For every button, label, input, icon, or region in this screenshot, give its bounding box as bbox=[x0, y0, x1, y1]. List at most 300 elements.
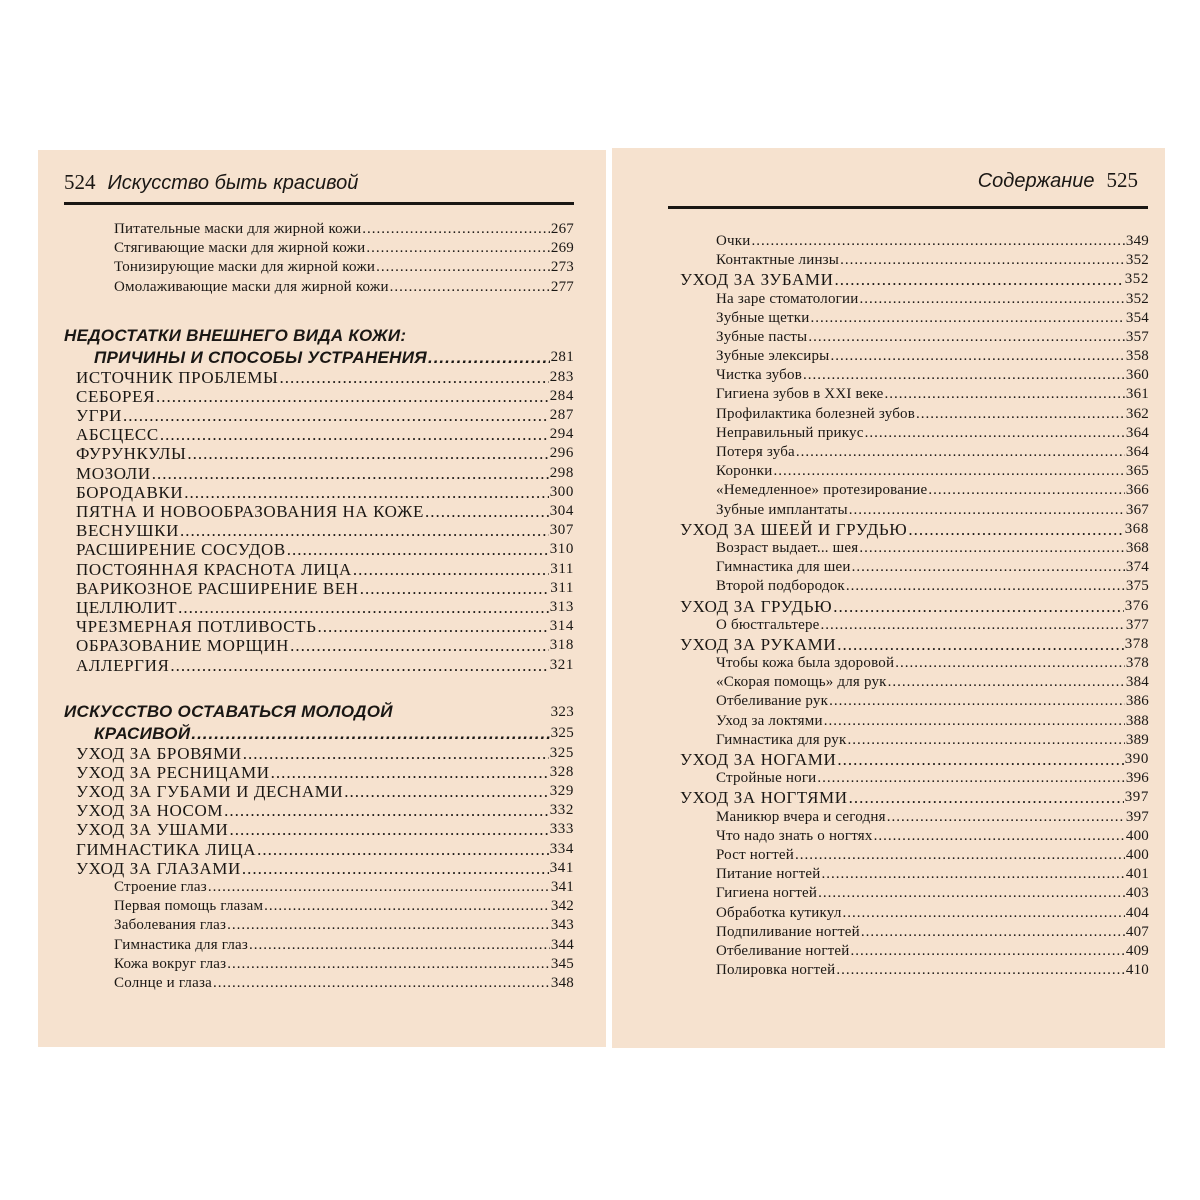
page-ref: 389 bbox=[1125, 731, 1149, 748]
toc-chapter-entry[interactable] bbox=[64, 387, 574, 406]
toc-subentry[interactable] bbox=[676, 827, 1149, 846]
page-ref: 343 bbox=[550, 917, 574, 934]
entry-title: Что надо знать о ногтях bbox=[716, 827, 873, 844]
page-ref: 357 bbox=[1125, 328, 1149, 345]
entry-title: Зубные элексиры bbox=[716, 348, 830, 365]
toc-subentry[interactable] bbox=[676, 673, 1149, 692]
toc-subentry[interactable] bbox=[64, 974, 574, 993]
page-ref: 283 bbox=[549, 368, 574, 385]
page-ref: 344 bbox=[550, 936, 574, 953]
page-ref: 342 bbox=[550, 898, 574, 915]
entry-title: Подпиливание ногтей bbox=[716, 923, 860, 940]
leader-dots bbox=[170, 656, 548, 675]
leader-dots bbox=[264, 897, 550, 916]
toc-subentry[interactable] bbox=[676, 712, 1149, 731]
entry-title: Отбеливание рук bbox=[716, 693, 829, 710]
leader-dots bbox=[208, 878, 550, 897]
leader-dots bbox=[888, 673, 1125, 692]
toc-chapter-entry[interactable] bbox=[64, 859, 574, 878]
entry-title: Тонизирующие маски для жирной кожи bbox=[114, 259, 376, 276]
toc-chapter-entry[interactable] bbox=[64, 840, 574, 859]
page-ref: 311 bbox=[550, 579, 574, 596]
toc-chapter-entry[interactable] bbox=[64, 560, 574, 579]
section-heading-text: КРАСИВОЙ bbox=[94, 723, 191, 743]
leader-dots bbox=[861, 923, 1125, 942]
toc-subentry[interactable] bbox=[676, 251, 1149, 270]
entry-title: Строение глаз bbox=[114, 879, 207, 896]
entry-title: АБСЦЕСС bbox=[76, 425, 159, 445]
toc-chapter-entry[interactable] bbox=[64, 425, 574, 444]
toc-chapter-entry[interactable] bbox=[64, 579, 574, 598]
leader-dots bbox=[808, 328, 1125, 347]
entry-title: ЧРЕЗМЕРНАЯ ПОТЛИВОСТЬ bbox=[76, 617, 317, 637]
toc-chapter-entry[interactable] bbox=[676, 597, 1149, 616]
leader-dots bbox=[366, 239, 550, 258]
entry-title: Омолаживающие маски для жирной кожи bbox=[114, 278, 389, 295]
page-ref: 341 bbox=[549, 859, 574, 876]
toc-subentry[interactable] bbox=[676, 443, 1149, 462]
entry-title: Гимнастика для глаз bbox=[114, 936, 249, 953]
leader-dots bbox=[835, 270, 1124, 289]
entry-title: «Немедленное» протезирование bbox=[716, 482, 928, 499]
leader-dots bbox=[249, 936, 550, 955]
entry-title: Стягивающие маски для жирной кожи bbox=[114, 240, 366, 257]
page-ref: 349 bbox=[1125, 232, 1149, 249]
toc-subentry[interactable] bbox=[676, 558, 1149, 577]
right-page-header bbox=[978, 168, 1138, 193]
section-heading-skin-line2[interactable] bbox=[64, 347, 574, 368]
leader-dots bbox=[908, 520, 1123, 539]
leader-dots bbox=[928, 481, 1124, 500]
toc-subentry[interactable] bbox=[676, 481, 1149, 500]
entry-title: ФУРУНКУЛЫ bbox=[76, 444, 187, 464]
leader-dots bbox=[362, 220, 550, 239]
entry-title: Чистка зубов bbox=[716, 367, 802, 384]
leader-dots bbox=[885, 386, 1125, 405]
page-ref: 300 bbox=[549, 483, 574, 500]
leader-dots bbox=[242, 859, 549, 878]
toc-chapter-entry[interactable] bbox=[64, 445, 574, 464]
page-ref: 364 bbox=[1125, 424, 1149, 441]
entry-title: Зубные имплантаты bbox=[716, 501, 848, 518]
page-ref: 360 bbox=[1125, 367, 1149, 384]
toc-subentry[interactable] bbox=[676, 309, 1149, 328]
entry-title: УХОД ЗА РУКАМИ bbox=[680, 634, 837, 654]
toc-chapter-entry[interactable] bbox=[676, 750, 1149, 769]
toc-subentry[interactable] bbox=[676, 808, 1149, 827]
leader-dots bbox=[833, 597, 1124, 616]
leader-dots bbox=[829, 693, 1125, 712]
entry-title: Очки bbox=[716, 232, 751, 249]
entry-title: УХОД ЗА РЕСНИЦАМИ bbox=[76, 762, 270, 782]
leader-dots bbox=[160, 425, 549, 444]
leader-dots bbox=[257, 840, 549, 859]
toc-subentry[interactable] bbox=[676, 693, 1149, 712]
entry-title: Коронки bbox=[716, 463, 773, 480]
page-ref: 367 bbox=[1125, 501, 1149, 518]
leader-dots bbox=[803, 366, 1125, 385]
leader-dots bbox=[817, 769, 1124, 788]
page-ref: 325 bbox=[550, 724, 574, 741]
left-toc bbox=[64, 220, 574, 993]
leader-dots bbox=[318, 617, 549, 636]
toc-chapter-entry[interactable] bbox=[64, 598, 574, 617]
entry-title: Питание ногтей bbox=[716, 866, 821, 883]
entry-title: Гимнастика для шеи bbox=[716, 559, 851, 576]
leader-dots bbox=[187, 445, 548, 464]
entry-title: АЛЛЕРГИЯ bbox=[76, 655, 170, 675]
entry-title: Маникюр вчера и сегодня bbox=[716, 808, 886, 825]
entry-title: Чтобы кожа была здоровой bbox=[716, 655, 895, 672]
page-ref: 388 bbox=[1125, 712, 1149, 729]
toc-subentry[interactable] bbox=[676, 923, 1149, 942]
toc-subentry[interactable] bbox=[676, 501, 1149, 520]
entry-title: Второй подбородок bbox=[716, 578, 845, 595]
section-heading-skin-line1 bbox=[64, 325, 574, 347]
page-ref: 400 bbox=[1125, 846, 1149, 863]
entry-title: УХОД ЗА НОГАМИ bbox=[680, 750, 837, 770]
page-ref: 277 bbox=[550, 278, 574, 295]
section-heading-young-line2[interactable] bbox=[64, 723, 574, 744]
entry-title: УХОД ЗА ЗУБАМИ bbox=[680, 270, 834, 290]
page-ref: 352 bbox=[1125, 290, 1149, 307]
leader-dots bbox=[229, 821, 548, 840]
section-heading-text: ПРИЧИНЫ И СПОСОБЫ УСТРАНЕНИЯ bbox=[94, 347, 427, 367]
toc-subentry[interactable] bbox=[676, 290, 1149, 309]
toc-chapter-entry[interactable] bbox=[64, 763, 574, 782]
leader-dots bbox=[874, 827, 1125, 846]
toc-chapter-entry[interactable] bbox=[64, 617, 574, 636]
entry-title: ПЯТНА И НОВООБРАЗОВАНИЯ НА КОЖЕ bbox=[76, 502, 424, 522]
page-ref: 397 bbox=[1125, 808, 1149, 825]
page-ref: 362 bbox=[1125, 405, 1149, 422]
section-heading-text: НЕДОСТАТКИ ВНЕШНЕГО ВИДА КОЖИ: bbox=[64, 325, 407, 345]
leader-dots bbox=[184, 483, 548, 502]
section-gap bbox=[64, 675, 574, 701]
entry-title: Первая помощь глазам bbox=[114, 898, 264, 915]
right-page bbox=[612, 148, 1165, 1048]
leader-dots bbox=[865, 424, 1125, 443]
page-ref: 273 bbox=[550, 259, 574, 276]
right-page-number: 525 bbox=[1106, 168, 1138, 192]
leader-dots bbox=[887, 808, 1125, 827]
left-page-number: 524 bbox=[64, 170, 96, 194]
leader-dots bbox=[290, 636, 549, 655]
leader-dots bbox=[213, 974, 550, 993]
toc-chapter-entry[interactable] bbox=[676, 788, 1149, 807]
toc-chapter-entry[interactable] bbox=[64, 801, 574, 820]
entry-title: Профилактика болезней зубов bbox=[716, 405, 916, 422]
page-ref: 409 bbox=[1125, 942, 1149, 959]
leader-dots bbox=[796, 443, 1125, 462]
page-ref: 377 bbox=[1125, 616, 1149, 633]
toc-subentry[interactable] bbox=[676, 904, 1149, 923]
entry-title: УХОД ЗА ГУБАМИ И ДЕСНАМИ bbox=[76, 782, 344, 802]
leader-dots bbox=[123, 406, 549, 425]
leader-dots bbox=[271, 763, 549, 782]
leader-dots bbox=[843, 904, 1125, 923]
page-ref: 348 bbox=[550, 974, 574, 991]
entry-title: ВАРИКОЗНОЕ РАСШИРЕНИЕ ВЕН bbox=[76, 578, 359, 598]
toc-subentry[interactable] bbox=[64, 220, 574, 239]
page-ref: 321 bbox=[549, 656, 574, 673]
entry-title: Уход за локтями bbox=[716, 712, 823, 729]
page-ref: 269 bbox=[550, 240, 574, 257]
page-ref: 358 bbox=[1125, 348, 1149, 365]
toc-chapter-entry[interactable] bbox=[64, 540, 574, 559]
leader-dots bbox=[376, 258, 550, 277]
page-ref: 341 bbox=[550, 879, 574, 896]
entry-title: Потеря зуба bbox=[716, 444, 795, 461]
entry-title: Рост ногтей bbox=[716, 846, 794, 863]
toc-subentry[interactable] bbox=[676, 769, 1149, 788]
page-ref: 378 bbox=[1125, 655, 1149, 672]
page-ref: 323 bbox=[550, 703, 574, 720]
toc-subentry[interactable] bbox=[64, 878, 574, 897]
toc-subentry[interactable] bbox=[676, 731, 1149, 750]
page-ref: 310 bbox=[549, 541, 574, 558]
toc-chapter-entry[interactable] bbox=[676, 270, 1149, 289]
toc-chapter-entry[interactable] bbox=[64, 368, 574, 387]
leader-dots bbox=[180, 521, 549, 540]
page-ref: 361 bbox=[1125, 386, 1149, 403]
leader-dots bbox=[243, 744, 549, 763]
page-ref: 296 bbox=[549, 445, 574, 462]
toc-subentry[interactable] bbox=[64, 258, 574, 277]
toc-subentry[interactable] bbox=[64, 897, 574, 916]
toc-chapter-entry[interactable] bbox=[64, 483, 574, 502]
page-ref: 396 bbox=[1125, 770, 1149, 787]
toc-subentry[interactable] bbox=[676, 347, 1149, 366]
entry-title: ГИМНАСТИКА ЛИЦА bbox=[76, 839, 257, 859]
entry-title: УХОД ЗА ШЕЕЙ И ГРУДЬЮ bbox=[680, 519, 908, 539]
entry-title: Кожа вокруг глаз bbox=[114, 955, 227, 972]
toc-subentry[interactable] bbox=[676, 386, 1149, 405]
leader-dots bbox=[846, 577, 1125, 596]
leader-dots bbox=[837, 635, 1123, 654]
left-page bbox=[38, 150, 606, 1047]
leader-dots bbox=[824, 712, 1125, 731]
leader-dots bbox=[851, 942, 1125, 961]
toc-subentry[interactable] bbox=[64, 278, 574, 297]
page-ref: 397 bbox=[1124, 789, 1149, 806]
leader-dots bbox=[830, 347, 1124, 366]
leader-dots bbox=[227, 916, 550, 935]
page-ref: 304 bbox=[549, 503, 574, 520]
entry-title: Возраст выдает... шея bbox=[716, 539, 859, 556]
page-ref: 384 bbox=[1125, 674, 1149, 691]
page-ref: 281 bbox=[550, 348, 574, 365]
leader-dots bbox=[818, 884, 1125, 903]
toc-subentry[interactable] bbox=[676, 366, 1149, 385]
page-ref: 401 bbox=[1125, 866, 1149, 883]
page-ref: 298 bbox=[549, 464, 574, 481]
page-ref: 318 bbox=[549, 637, 574, 654]
page-ref: 345 bbox=[550, 955, 574, 972]
page-ref: 328 bbox=[549, 763, 574, 780]
leader-dots bbox=[279, 368, 548, 387]
entry-title: Гигиена зубов в XXI веке bbox=[716, 386, 884, 403]
entry-title: Неправильный прикус bbox=[716, 424, 864, 441]
section-gap bbox=[64, 297, 574, 325]
page-ref: 313 bbox=[549, 598, 574, 615]
entry-title: ОБРАЗОВАНИЕ МОРЩИН bbox=[76, 636, 290, 656]
entry-title: ПОСТОЯННАЯ КРАСНОТА ЛИЦА bbox=[76, 559, 352, 579]
toc-subentry[interactable] bbox=[676, 865, 1149, 884]
entry-title: УГРИ bbox=[76, 406, 122, 426]
toc-chapter-entry[interactable] bbox=[64, 521, 574, 540]
leader-dots bbox=[810, 309, 1124, 328]
toc-chapter-entry[interactable] bbox=[64, 656, 574, 675]
toc-subentry[interactable] bbox=[64, 955, 574, 974]
leader-dots bbox=[840, 251, 1125, 270]
entry-title: ИСТОЧНИК ПРОБЛЕМЫ bbox=[76, 367, 279, 387]
entry-title: УХОД ЗА ГЛАЗАМИ bbox=[76, 858, 241, 878]
entry-title: РАСШИРЕНИЕ СОСУДОВ bbox=[76, 540, 286, 560]
entry-title: На заре стоматологии bbox=[716, 290, 859, 307]
leader-dots bbox=[191, 723, 549, 744]
entry-title: Стройные ноги bbox=[716, 770, 817, 787]
toc-chapter-entry[interactable] bbox=[64, 464, 574, 483]
toc-chapter-entry[interactable] bbox=[64, 744, 574, 763]
leader-dots bbox=[227, 955, 550, 974]
toc-subentry[interactable] bbox=[676, 942, 1149, 961]
entry-title: ЦЕЛЛЮЛИТ bbox=[76, 598, 178, 617]
page-ref: 267 bbox=[550, 220, 574, 237]
toc-subentry[interactable] bbox=[676, 424, 1149, 443]
toc-subentry[interactable] bbox=[676, 616, 1149, 635]
left-header-rule bbox=[64, 202, 574, 205]
leader-dots bbox=[390, 278, 550, 297]
entry-title: О бюстгальтере bbox=[716, 616, 820, 633]
page-ref: 332 bbox=[549, 802, 574, 819]
leader-dots bbox=[178, 598, 549, 617]
section-heading-young-line1[interactable] bbox=[64, 701, 574, 723]
page-ref: 407 bbox=[1125, 923, 1149, 940]
entry-title: «Скорая помощь» для рук bbox=[716, 674, 887, 691]
toc-subentry[interactable] bbox=[676, 846, 1149, 865]
entry-title: Питательные маски для жирной кожи bbox=[114, 220, 362, 237]
leader-dots bbox=[353, 560, 549, 579]
entry-title: УХОД ЗА НОГТЯМИ bbox=[680, 788, 848, 808]
leader-dots bbox=[774, 462, 1125, 481]
entry-title: Контактные линзы bbox=[716, 252, 840, 269]
page-ref: 386 bbox=[1125, 693, 1149, 710]
page-ref: 333 bbox=[549, 821, 574, 838]
leader-dots bbox=[859, 539, 1124, 558]
page-ref: 311 bbox=[550, 560, 574, 577]
leader-dots bbox=[287, 540, 549, 559]
entry-title: Заболевания глаз bbox=[114, 917, 227, 934]
entry-title: УХОД ЗА УШАМИ bbox=[76, 820, 229, 840]
page-ref: 376 bbox=[1124, 597, 1149, 614]
toc-chapter-entry[interactable] bbox=[64, 406, 574, 425]
leader-dots bbox=[224, 801, 549, 820]
section-heading-text: ИСКУССТВО ОСТАВАТЬСЯ МОЛОДОЙ bbox=[64, 701, 393, 721]
toc-subentry[interactable] bbox=[676, 405, 1149, 424]
entry-title: МОЗОЛИ bbox=[76, 463, 151, 483]
page-ref: 404 bbox=[1125, 904, 1149, 921]
leader-dots bbox=[425, 502, 549, 521]
entry-title: Полировка ногтей bbox=[716, 962, 836, 979]
right-running-title: Содержание bbox=[977, 170, 1095, 192]
entry-title: ВЕСНУШКИ bbox=[76, 521, 179, 541]
page-ref: 374 bbox=[1125, 559, 1149, 576]
entry-title: БОРОДАВКИ bbox=[76, 482, 184, 502]
page-ref: 403 bbox=[1125, 885, 1149, 902]
toc-subentry[interactable] bbox=[676, 654, 1149, 673]
leader-dots bbox=[836, 961, 1125, 980]
page-ref: 334 bbox=[549, 840, 574, 857]
entry-title: УХОД ЗА БРОВЯМИ bbox=[76, 743, 242, 763]
toc-subentry[interactable] bbox=[64, 936, 574, 955]
page-ref: 390 bbox=[1124, 751, 1149, 768]
young-section-entries bbox=[64, 744, 574, 878]
entry-title: Зубные пасты bbox=[716, 328, 808, 345]
page-ref: 287 bbox=[549, 407, 574, 424]
page-ref: 366 bbox=[1125, 482, 1149, 499]
leader-dots bbox=[344, 782, 548, 801]
leader-dots bbox=[360, 579, 550, 598]
toc-subentry[interactable] bbox=[676, 539, 1149, 558]
leader-dots bbox=[916, 405, 1125, 424]
page-ref: 352 bbox=[1124, 271, 1149, 288]
leader-dots bbox=[752, 232, 1125, 251]
page-ref: 368 bbox=[1124, 520, 1149, 537]
toc-subentry[interactable] bbox=[676, 961, 1149, 980]
left-page-header bbox=[64, 170, 358, 195]
toc-subentry[interactable] bbox=[676, 462, 1149, 481]
toc-chapter-entry[interactable] bbox=[64, 636, 574, 655]
toc-subentry[interactable] bbox=[64, 239, 574, 258]
right-header-rule bbox=[668, 206, 1148, 209]
leader-dots bbox=[849, 788, 1124, 807]
toc-chapter-entry[interactable] bbox=[64, 502, 574, 521]
entry-title: Солнце и глаза bbox=[114, 974, 212, 991]
left-top-entries bbox=[64, 220, 574, 297]
page-ref: 365 bbox=[1125, 463, 1149, 480]
right-toc bbox=[676, 232, 1149, 980]
page-ref: 314 bbox=[549, 618, 574, 635]
eyes-subentries bbox=[64, 878, 574, 993]
right-toc-entries bbox=[676, 232, 1149, 980]
entry-title: Отбеливание ногтей bbox=[716, 942, 850, 959]
page-ref: 400 bbox=[1125, 827, 1149, 844]
page-ref: 294 bbox=[549, 426, 574, 443]
toc-chapter-entry[interactable] bbox=[64, 821, 574, 840]
entry-title: СЕБОРЕЯ bbox=[76, 386, 156, 406]
page-ref: 352 bbox=[1125, 252, 1149, 269]
toc-subentry[interactable] bbox=[64, 916, 574, 935]
toc-chapter-entry[interactable] bbox=[64, 782, 574, 801]
toc-subentry[interactable] bbox=[676, 577, 1149, 596]
entry-title: Гигиена ногтей bbox=[716, 885, 818, 902]
leader-dots bbox=[156, 387, 549, 406]
entry-title: УХОД ЗА ГРУДЬЮ bbox=[680, 596, 833, 616]
leader-dots bbox=[859, 290, 1124, 309]
skin-section-entries bbox=[64, 368, 574, 675]
toc-subentry[interactable] bbox=[676, 884, 1149, 903]
entry-title: Зубные щетки bbox=[716, 309, 810, 326]
page-ref: 354 bbox=[1125, 309, 1149, 326]
toc-chapter-entry[interactable] bbox=[676, 520, 1149, 539]
toc-subentry[interactable] bbox=[676, 328, 1149, 347]
leader-dots bbox=[821, 865, 1124, 884]
leader-dots bbox=[837, 750, 1123, 769]
toc-subentry[interactable] bbox=[676, 232, 1149, 251]
page-ref: 329 bbox=[549, 783, 574, 800]
toc-chapter-entry[interactable] bbox=[676, 635, 1149, 654]
